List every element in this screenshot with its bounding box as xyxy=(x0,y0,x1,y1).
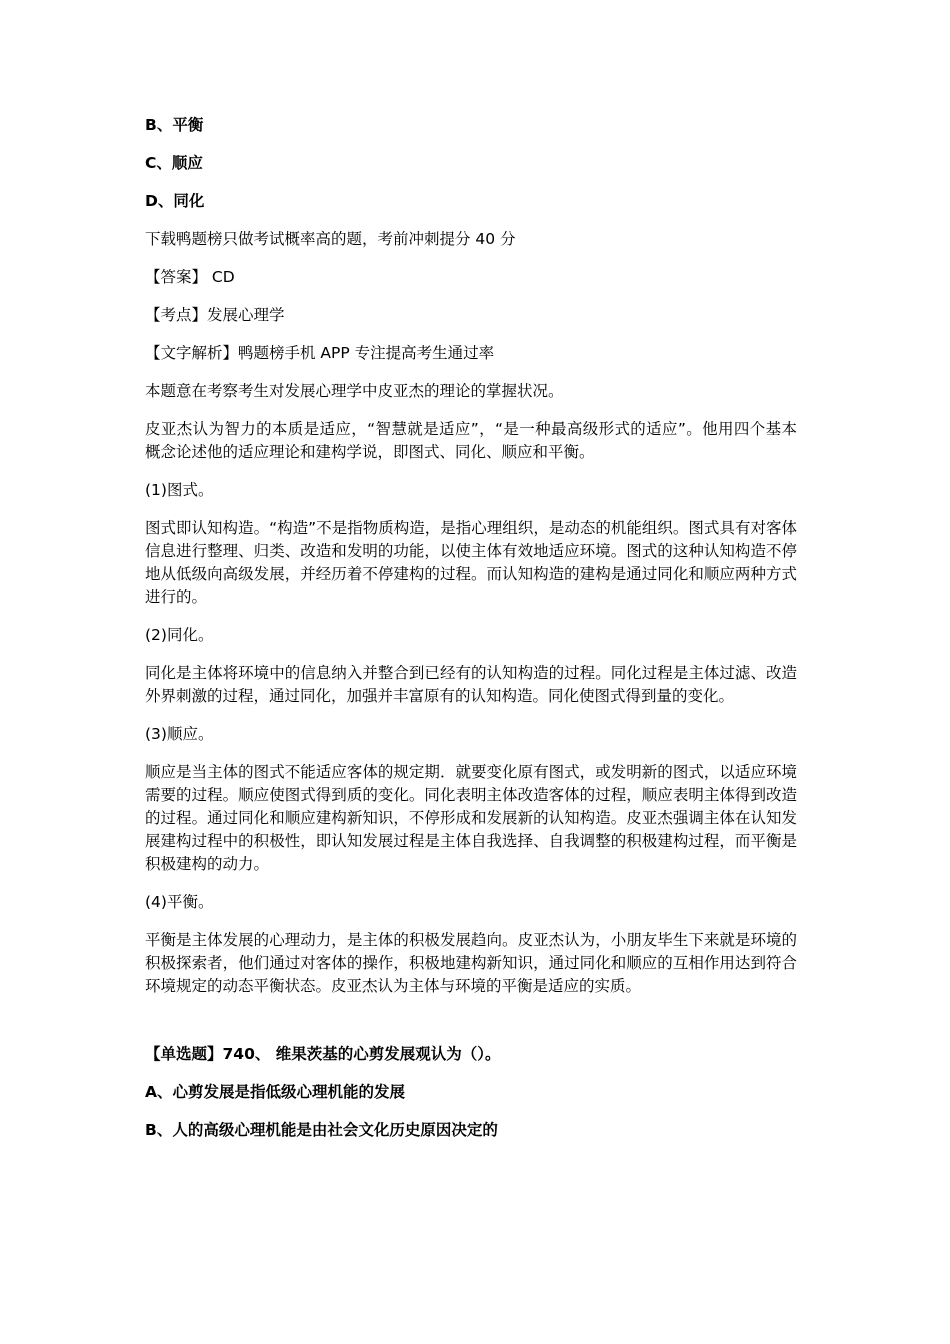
keypoint-line: 【考点】发展心理学 xyxy=(145,306,285,324)
analysis-paragraph: 顺应是当主体的图式不能适应客体的规定期．就要变化原有图式，或发明新的图式，以适应环境需要的过程。顺应使图式得到质的变化。同化表明主体改造客体的过程，顺应表明主体得到改造的过程。通过同化和顺应建构新知识，不停形成和发展新的认知构造。皮亚杰强调主体在认知发展建构过程中的积极性，即认知发展过程是主体自我选择、自我调整的积极建构过程，而平衡是积极建构的动力。 xyxy=(145,763,797,873)
analysis-paragraph: 皮亚杰认为智力的本质是适应，“智慧就是适应”，“是一种最高级形式的适应”。他用四个基本概念论述他的适应理论和建构学说，即图式、同化、顺应和平衡。 xyxy=(145,420,797,461)
document-page xyxy=(145,114,797,1157)
option-b: B、平衡 xyxy=(145,116,204,134)
section-heading-schema: (1)图式。 xyxy=(145,481,214,499)
answer-line: 【答案】 CD xyxy=(145,268,235,286)
section-heading-assimilation: (2)同化。 xyxy=(145,626,214,644)
question-stem: 【单选题】740、 维果茨基的心剪发展观认为（）。 xyxy=(145,1045,501,1063)
analysis-paragraph: 本题意在考察考生对发展心理学中皮亚杰的理论的掌握状况。 xyxy=(145,382,564,400)
question-option-b: B、人的高级心理机能是由社会文化历史原因决定的 xyxy=(145,1121,498,1139)
analysis-paragraph: 平衡是主体发展的心理动力，是主体的积极发展趋向。皮亚杰认为，小朋友毕生下来就是环境的积极探索者，他们通过对客体的操作，积极地建构新知识，通过同化和顺应的互相作用达到符合环境规定的动态平衡状态。皮亚杰认为主体与环境的平衡是适应的实质。 xyxy=(145,931,797,995)
analysis-paragraph: 同化是主体将环境中的信息纳入并整合到已经有的认知构造的过程。同化过程是主体过滤、改造外界刺激的过程，通过同化，加强并丰富原有的认知构造。同化使图式得到量的变化。 xyxy=(145,664,797,705)
section-heading-accommodation: (3)顺应。 xyxy=(145,725,214,743)
promo-text: 下载鸭题榜只做考试概率高的题，考前冲刺提分 40 分 xyxy=(145,230,516,248)
analysis-paragraph: 图式即认知构造。“构造”不是指物质构造，是指心理组织，是动态的机能组织。图式具有对客体信息进行整理、归类、改造和发明的功能，以使主体有效地适应环境。图式的这种认知构造不停地从低级向高级发展，并经历着不停建构的过程。而认知构造的建构是通过同化和顺应两种方式进行的。 xyxy=(145,519,797,606)
section-heading-equilibrium: (4)平衡。 xyxy=(145,893,214,911)
question-option-a: A、心剪发展是指低级心理机能的发展 xyxy=(145,1083,405,1101)
section-spacer xyxy=(145,1013,797,1043)
option-c: C、顺应 xyxy=(145,154,203,172)
analysis-title: 【文字解析】鸭题榜手机 APP 专注提高考生通过率 xyxy=(145,344,495,362)
option-d: D、同化 xyxy=(145,192,205,210)
